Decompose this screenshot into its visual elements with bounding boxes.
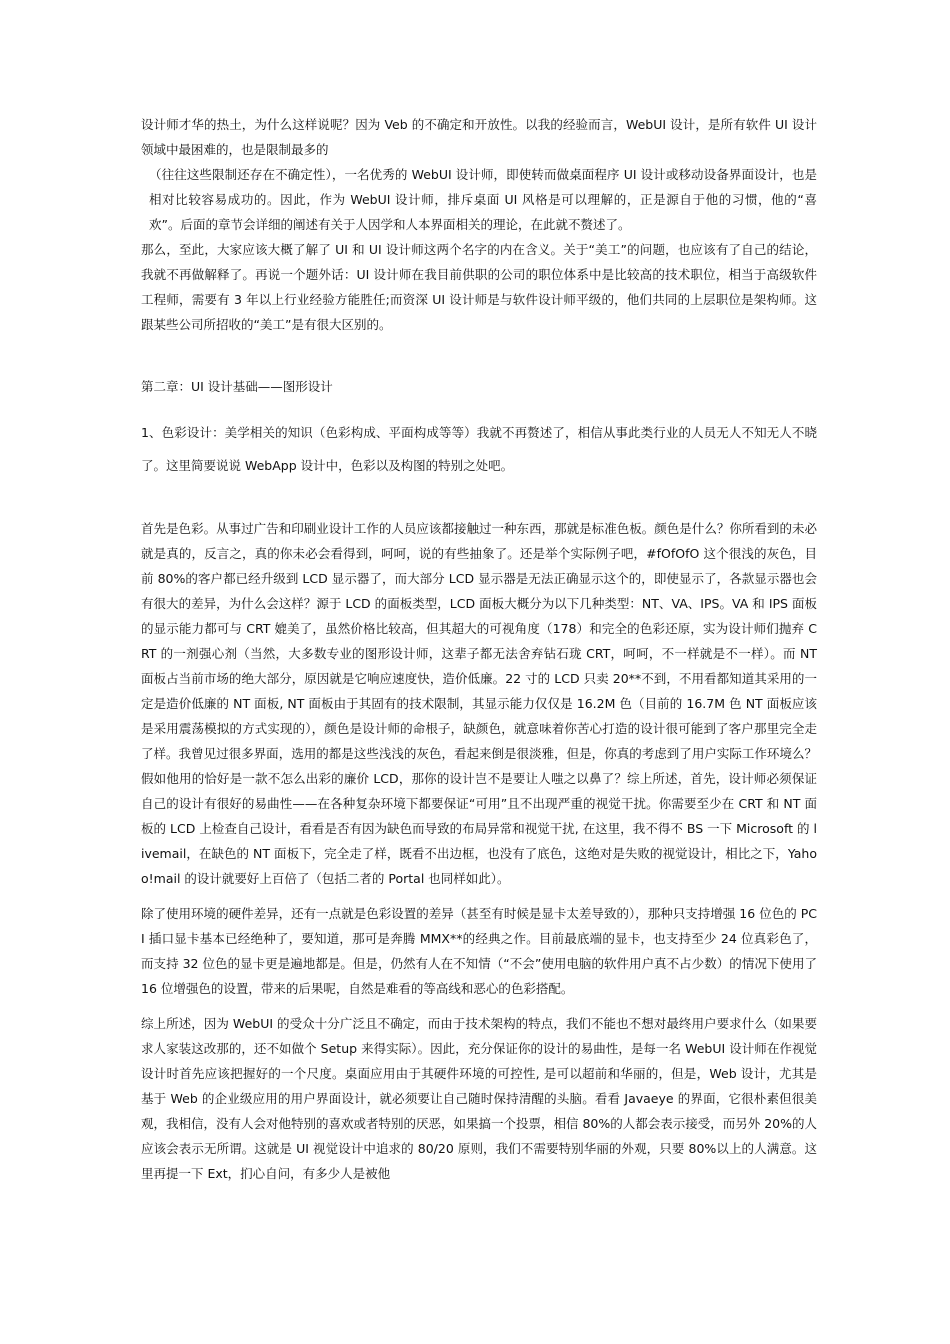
section-color-design: 1、色彩设计：美学相关的知识（色彩构成、平面构成等等）我就不再赘述了，相信从事此类行业的人员无人不知无人不晓了。这里简要说说 WebApp 设计中，色彩以及构图的特别之处吧。: [141, 425, 817, 473]
intro-paragraph-1: 设计师才华的热土，为什么这样说呢？因为 Veb 的不确定和开放性。以我的经验而言，WebUI 设计，是所有软件 UI 设计领域中最困难的，也是限制最多的: [141, 117, 817, 157]
body-paragraph-2: 除了使用环境的硬件差异，还有一点就是色彩设置的差异（甚至有时候是显卡太差导致的），那种只支持增强 16 位色的 PCI 插口显卡基本已经绝种了，要知道，那可是奔腾 MMX**的经典之作。目前最底端的显卡，也支持至少 24 位真彩色了，而支持 32 位色的显卡更是遍地都是。但是，仍然有人在不知情（“不会”使用电脑的软件用户真不占少数）的情况下使用了 16 位增强色的设置，带来的后果呢，自然是难看的等高线和恶心的色彩搭配。: [141, 906, 817, 996]
body-paragraph-3: 综上所述，因为 WebUI 的受众十分广泛且不确定，而由于技术架构的特点，我们不能也不想对最终用户要求什么（如果要求人家装这改那的，还不如做个 Setup 来得实际）。因此，充分保证你的设计的易曲性，是每一名 WebUI 设计师在作视觉设计时首先应该把握好的一个尺度。桌面应用由于其硬件环境的可控性, 是可以超前和华丽的，但是，Web 设计，尤其是基于 Web 的企业级应用的用户界面设计，就必须要让自己随时保持清醒的头脑。看看 Javaeye 的界面，它很朴素但很美观，我相信，没有人会对他特别的喜欢或者特别的厌恶，如果搞一个投票，相信 80%的人都会表示接受，而另外 20%的人应该会表示无所谓。这就是 UI 视觉设计中追求的 80/20 原则，我们不需要特别华丽的外观，只要 80%以上的人满意。这里再提一下 Ext，扪心自问，有多少人是被他: [141, 1016, 818, 1181]
document-page: [141, 112, 817, 1186]
intro-paragraph-3: 那么，至此，大家应该大概了解了 UI 和 UI 设计师这两个名字的内在含义。关于“美工”的问题，也应该有了自己的结论，我就不再做解释了。再说一个题外话：UI 设计师在我目前供职的公司的职位体系中是比较高的技术职位，相当于高级软件工程师，需要有 3 年以上行业经验方能胜任;而资深 UI 设计师是与软件设计师平级的，他们共同的上层职位是架构师。这跟某些公司所招收的“美工”是有很大区别的。: [141, 242, 817, 332]
chapter-title: 第二章：UI 设计基础——图形设计: [141, 379, 333, 394]
intro-paragraph-2: （往往这些限制还存在不确定性），一名优秀的 WebUI 设计师，即使转而做桌面程序 UI 设计或移动设备界面设计，也是相对比较容易成功的。因此，作为 WebUI 设计师，排斥桌面 UI 风格是可以理解的，正是源自于他的习惯，他的“喜欢”。后面的章节会详细的阐述有关于人因学和人本界面相关的理论，在此就不赘述了。: [149, 167, 817, 232]
body-paragraph-1: 首先是色彩。从事过广告和印刷业设计工作的人员应该都接触过一种东西，那就是标准色板。颜色是什么？你所看到的未必就是真的，反言之，真的你未必会看得到，呵呵，说的有些抽象了。还是举个实际例子吧，#fOfOfO 这个很浅的灰色，目前 80%的客户都已经升级到 LCD 显示器了，而大部分 LCD 显示器是无法正确显示这个的，即使显示了，各款显示器也会有很大的差异，为什么会这样？源于 LCD 的面板类型，LCD 面板大概分为以下几种类型：NT、VA、IPS。VA 和 IPS 面板的显示能力都可与 CRT 媲美了，虽然价格比较高，但其超大的可视角度（178）和完全的色彩还原，实为设计师们抛弃 CRT 的一剂强心剂（当然，大多数专业的图形设计师，这辈子都无法舍弃钻石珑 CRT，呵呵，不一样就是不一样）。而 NT 面板占当前市场的绝大部分，原因就是它响应速度快，造价低廉。22 寸的 LCD 只卖 20**不到，不用看都知道其采用的一定是造价低廉的 NT 面板, NT 面板由于其固有的技术限制，其显示能力仅仅是 16.2M 色（目前的 16.7M 色 NT 面板应该是采用震荡模拟的方式实现的），颜色是设计师的命根子，缺颜色，就意味着你苦心打造的设计很可能到了客户那里完全走了样。我曾见过很多界面，选用的都是这些浅浅的灰色，看起来倒是很淡雅，但是，你真的考虑到了用户实际工作环境么？假如他用的恰好是一款不怎么出彩的廉价 LCD，那你的设计岂不是要让人嗤之以鼻了？综上所述，首先，设计师必须保证自己的设计有很好的易曲性——在各种复杂环境下都要保证“可用”且不出现严重的视觉干扰。你需要至少在 CRT 和 NT 面板的 LCD 上检查自己设计，看看是否有因为缺色而导致的布局异常和视觉干扰, 在这里，我不得不 BS 一下 Microsoft 的 livemail，在缺色的 NT 面板下，完全走了样，既看不出边框，也没有了底色，这绝对是失败的视觉设计，相比之下，Yahoo!mail 的设计就要好上百倍了（包括二者的 Portal 也同样如此）。: [141, 521, 817, 886]
